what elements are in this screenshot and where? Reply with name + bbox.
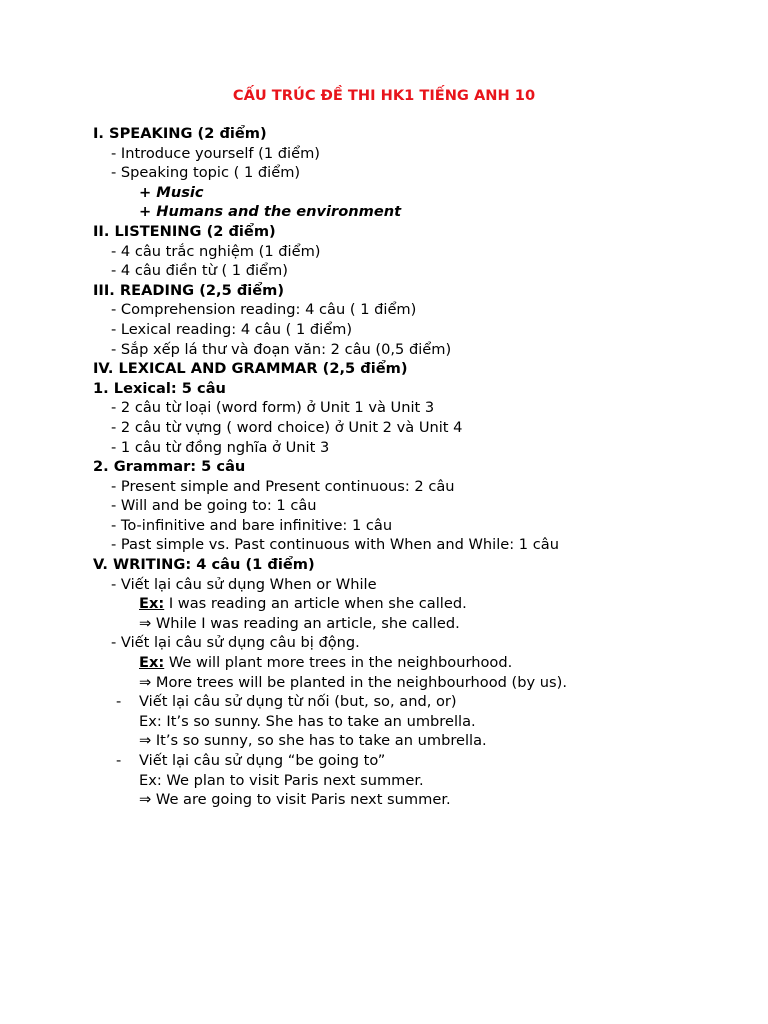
writing-heading: V. WRITING: 4 câu (1 điểm)	[93, 556, 315, 574]
lexical-subheading: 1. Lexical: 5 câu	[93, 379, 226, 397]
writing-answer: ⇒ We are going to visit Paris next summer.	[139, 791, 451, 809]
speaking-topic: + Humans and the environment	[139, 203, 402, 221]
example-text: We will plant more trees in the neighbourhood.	[164, 654, 513, 672]
reading-item: - Lexical reading: 4 câu ( 1 điểm)	[111, 320, 353, 338]
grammar-item: - To-infinitive and bare infinitive: 1 câu	[111, 516, 393, 534]
listening-item: - 4 câu trắc nghiệm (1 điểm)	[111, 242, 321, 260]
grammar-item: - Past simple vs. Past continuous with When and While: 1 câu	[111, 536, 559, 554]
list-dash: -	[116, 693, 122, 711]
example-label: Ex:	[139, 654, 165, 672]
writing-example: Ex: It’s so sunny. She has to take an umbrella.	[139, 712, 476, 730]
reading-item: - Sắp xếp lá thư và đoạn văn: 2 câu (0,5 điểm)	[111, 340, 452, 358]
grammar-item: - Will and be going to: 1 câu	[111, 497, 317, 515]
writing-task	[93, 751, 753, 771]
example-text: I was reading an article when she called.	[164, 595, 467, 613]
speaking-item: - Speaking topic ( 1 điểm)	[111, 164, 301, 182]
grammar-item: - Present simple and Present continuous: 2 câu	[111, 477, 455, 495]
list-dash: -	[116, 752, 122, 769]
writing-answer: ⇒ While I was reading an article, she called.	[139, 614, 460, 632]
example-label: Ex:	[139, 595, 165, 613]
writing-example	[93, 594, 753, 614]
lexical-item: - 1 câu từ đồng nghĩa ở Unit 3	[111, 438, 330, 456]
speaking-heading: I. SPEAKING (2 điểm)	[93, 125, 267, 142]
writing-task-text: Viết lại câu sử dụng từ nối (but, so, and, or)	[139, 693, 457, 711]
document-body	[93, 124, 753, 810]
grammar-subheading: 2. Grammar: 5 câu	[93, 458, 246, 476]
lexical-item: - 2 câu từ loại (word form) ở Unit 1 và Unit 3	[111, 399, 435, 417]
writing-task: - Viết lại câu sử dụng When or While	[111, 575, 377, 593]
lexical-grammar-heading: IV. LEXICAL AND GRAMMAR (2,5 điểm)	[93, 360, 408, 378]
listening-heading: II. LISTENING (2 điểm)	[93, 222, 276, 240]
speaking-item: - Introduce yourself (1 điểm)	[111, 144, 320, 162]
listening-item: - 4 câu điền từ ( 1 điểm)	[111, 262, 288, 280]
reading-heading: III. READING (2,5 điểm)	[93, 281, 285, 299]
lexical-item: - 2 câu từ vựng ( word choice) ở Unit 2 và Unit 4	[111, 418, 463, 436]
reading-item: - Comprehension reading: 4 câu ( 1 điểm)	[111, 301, 417, 319]
writing-task	[93, 692, 753, 712]
speaking-topic: + Music	[139, 183, 204, 201]
writing-example	[93, 653, 753, 673]
writing-answer: ⇒ It’s so sunny, so she has to take an umbrella.	[139, 732, 487, 750]
writing-example: Ex: We plan to visit Paris next summer.	[139, 771, 424, 789]
writing-task-text: Viết lại câu sử dụng “be going to”	[139, 752, 386, 769]
writing-task: - Viết lại câu sử dụng câu bị động.	[111, 634, 360, 652]
writing-answer: ⇒ More trees will be planted in the neighbourhood (by us).	[139, 673, 567, 691]
page-title: CẤU TRÚC ĐỀ THI HK1 TIẾNG ANH 10	[232, 87, 536, 104]
